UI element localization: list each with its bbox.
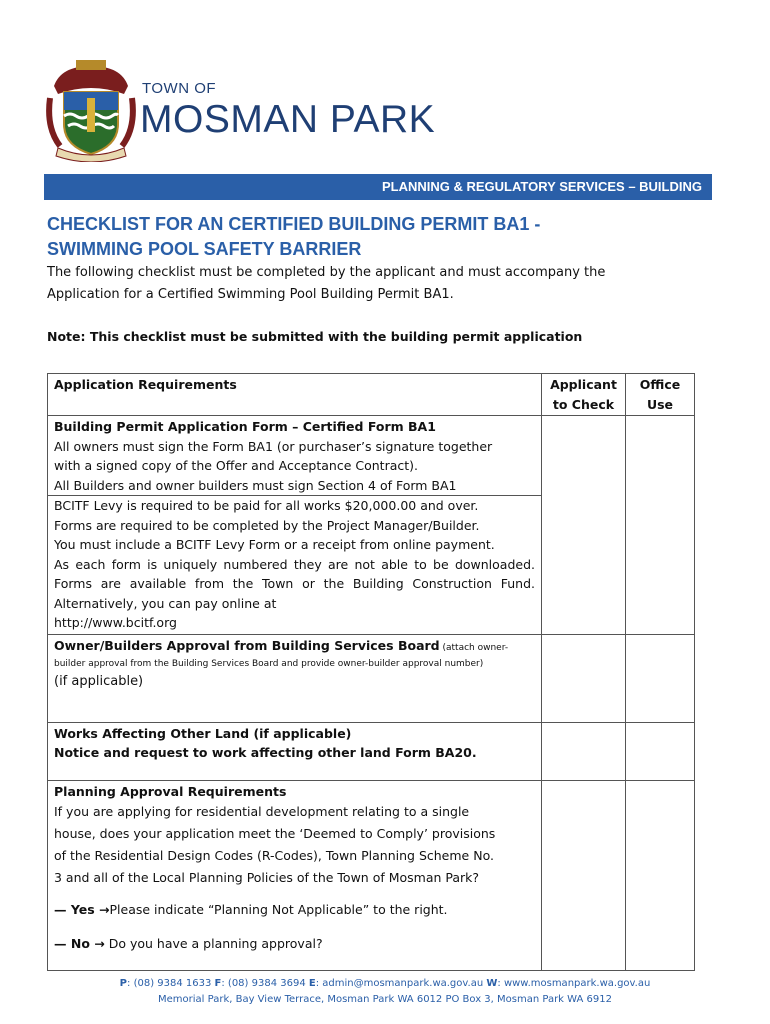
- planning-no-option: [54, 934, 535, 954]
- requirement-note: (attach owner-builder approval from the Building Services Board and provide owner-builder approval number): [54, 642, 509, 669]
- bcitf-link[interactable]: http://www.bcitf.org: [54, 615, 177, 630]
- web-label: W: [486, 978, 498, 989]
- requirement-title: Works Affecting Other Land (if applicable): [54, 725, 352, 741]
- requirement-text: You must include a BCITF Levy Form or a receipt from online payment.: [54, 537, 495, 552]
- table-header-row: [48, 374, 695, 416]
- header-application-requirements: Application Requirements: [48, 374, 542, 416]
- title-line-2: SWIMMING POOL SAFETY BARRIER: [47, 239, 362, 259]
- no-text: Do you have a planning approval?: [104, 935, 323, 951]
- header-applicant-line-2: to Check: [552, 396, 615, 412]
- phone-number: : (08) 9384 1633: [127, 978, 215, 989]
- footer-address: Memorial Park, Bay View Terrace, Mosman Park WA 6012 PO Box 3, Mosman Park WA 6912: [158, 994, 612, 1005]
- document-title: [47, 212, 687, 262]
- requirement-text: with a signed copy of the Offer and Acceptance Contract).: [54, 458, 418, 473]
- yes-label: — Yes →: [54, 902, 110, 917]
- department-label: PLANNING & REGULATORY SERVICES – BUILDING: [382, 179, 702, 194]
- requirement-text: 3 and all of the Local Planning Policies of the Town of Mosman Park?: [54, 870, 480, 885]
- intro-paragraph: [47, 262, 687, 306]
- town-logo: [46, 58, 466, 162]
- town-of-label: TOWN OF: [142, 80, 217, 97]
- fax-number: : (08) 9384 3694: [221, 978, 309, 989]
- requirement-title: Planning Approval Requirements: [54, 783, 287, 799]
- table-row: [48, 780, 695, 970]
- applicant-check-box[interactable]: [542, 416, 626, 635]
- no-label: — No →: [54, 935, 105, 951]
- requirement-cell-works: [48, 722, 542, 780]
- requirement-cell-form-ba1: [48, 416, 542, 635]
- header-office-line-1: Office: [639, 377, 681, 392]
- header-applicant-to-check: [542, 374, 626, 416]
- requirement-text: BCITF Levy is required to be paid for all works $20,000.00 and over.: [54, 498, 479, 513]
- requirement-cell-planning: [48, 780, 542, 970]
- office-use-box: [626, 780, 695, 970]
- intro-line-2: Application for a Certified Swimming Pool Building Permit BA1.: [47, 287, 454, 302]
- office-use-box: [626, 634, 695, 722]
- requirement-text: If you are applying for residential development relating to a single: [54, 804, 470, 819]
- requirement-cell-owner-builder: [48, 634, 542, 722]
- coat-of-arms-icon: [46, 58, 136, 162]
- web-link[interactable]: : www.mosmanpark.wa.gov.au: [497, 978, 651, 989]
- requirement-text: of the Residential Design Codes (R-Codes), Town Planning Scheme No.: [54, 848, 494, 863]
- phone-label: P: [119, 978, 128, 989]
- submission-note: Note: This checklist must be submitted with the building permit application: [47, 329, 583, 344]
- intro-line-1: The following checklist must be completed by the applicant and must accompany the: [47, 265, 606, 280]
- applicant-check-box[interactable]: [542, 634, 626, 722]
- requirement-text: All owners must sign the Form BA1 (or purchaser’s signature together: [54, 438, 493, 454]
- requirement-text: Notice and request to work affecting other land Form BA20.: [54, 745, 477, 760]
- applicant-check-box[interactable]: [542, 780, 626, 970]
- email-link[interactable]: : admin@mosmanpark.wa.gov.au: [315, 978, 487, 989]
- requirement-text: Forms are required to be completed by the Project Manager/Builder.: [54, 517, 480, 533]
- header-office-line-2: Use: [646, 396, 674, 412]
- requirement-title: Building Permit Application Form – Certified Form BA1: [54, 419, 436, 434]
- footer-contact-line: [0, 978, 770, 989]
- checklist-table: [47, 373, 695, 971]
- owner-builder-text: [54, 636, 535, 671]
- applicant-check-box[interactable]: [542, 722, 626, 780]
- department-banner: [44, 174, 712, 200]
- town-name: MOSMAN PARK: [140, 98, 436, 141]
- requirement-text: All Builders and owner builders must sign Section 4 of Form BA1: [54, 477, 457, 493]
- email-label: E: [308, 978, 316, 989]
- fax-label: F: [214, 978, 222, 989]
- requirement-text: house, does your application meet the ‘Deemed to Comply’ provisions: [54, 826, 496, 841]
- requirement-title: Owner/Builders Approval from Building Services Board: [54, 637, 440, 653]
- table-row: [48, 634, 695, 722]
- requirement-text: (if applicable): [54, 673, 144, 689]
- title-line-1: CHECKLIST FOR AN CERTIFIED BUILDING PERMIT BA1 -: [47, 214, 541, 234]
- requirement-text: As each form is uniquely numbered they are not able to be downloaded. Forms are available from the Town or the Building Construction Fund. Alternatively, you can pay online at: [54, 556, 535, 611]
- header-applicant-line-1: Applicant: [550, 377, 617, 392]
- yes-text: Please indicate “Planning Not Applicable” to the right.: [109, 902, 448, 917]
- planning-yes-option: [54, 900, 535, 920]
- header-office-use: [626, 374, 695, 416]
- table-row: [48, 722, 695, 780]
- office-use-box: [626, 416, 695, 635]
- office-use-box: [626, 722, 695, 780]
- table-row: [48, 416, 695, 635]
